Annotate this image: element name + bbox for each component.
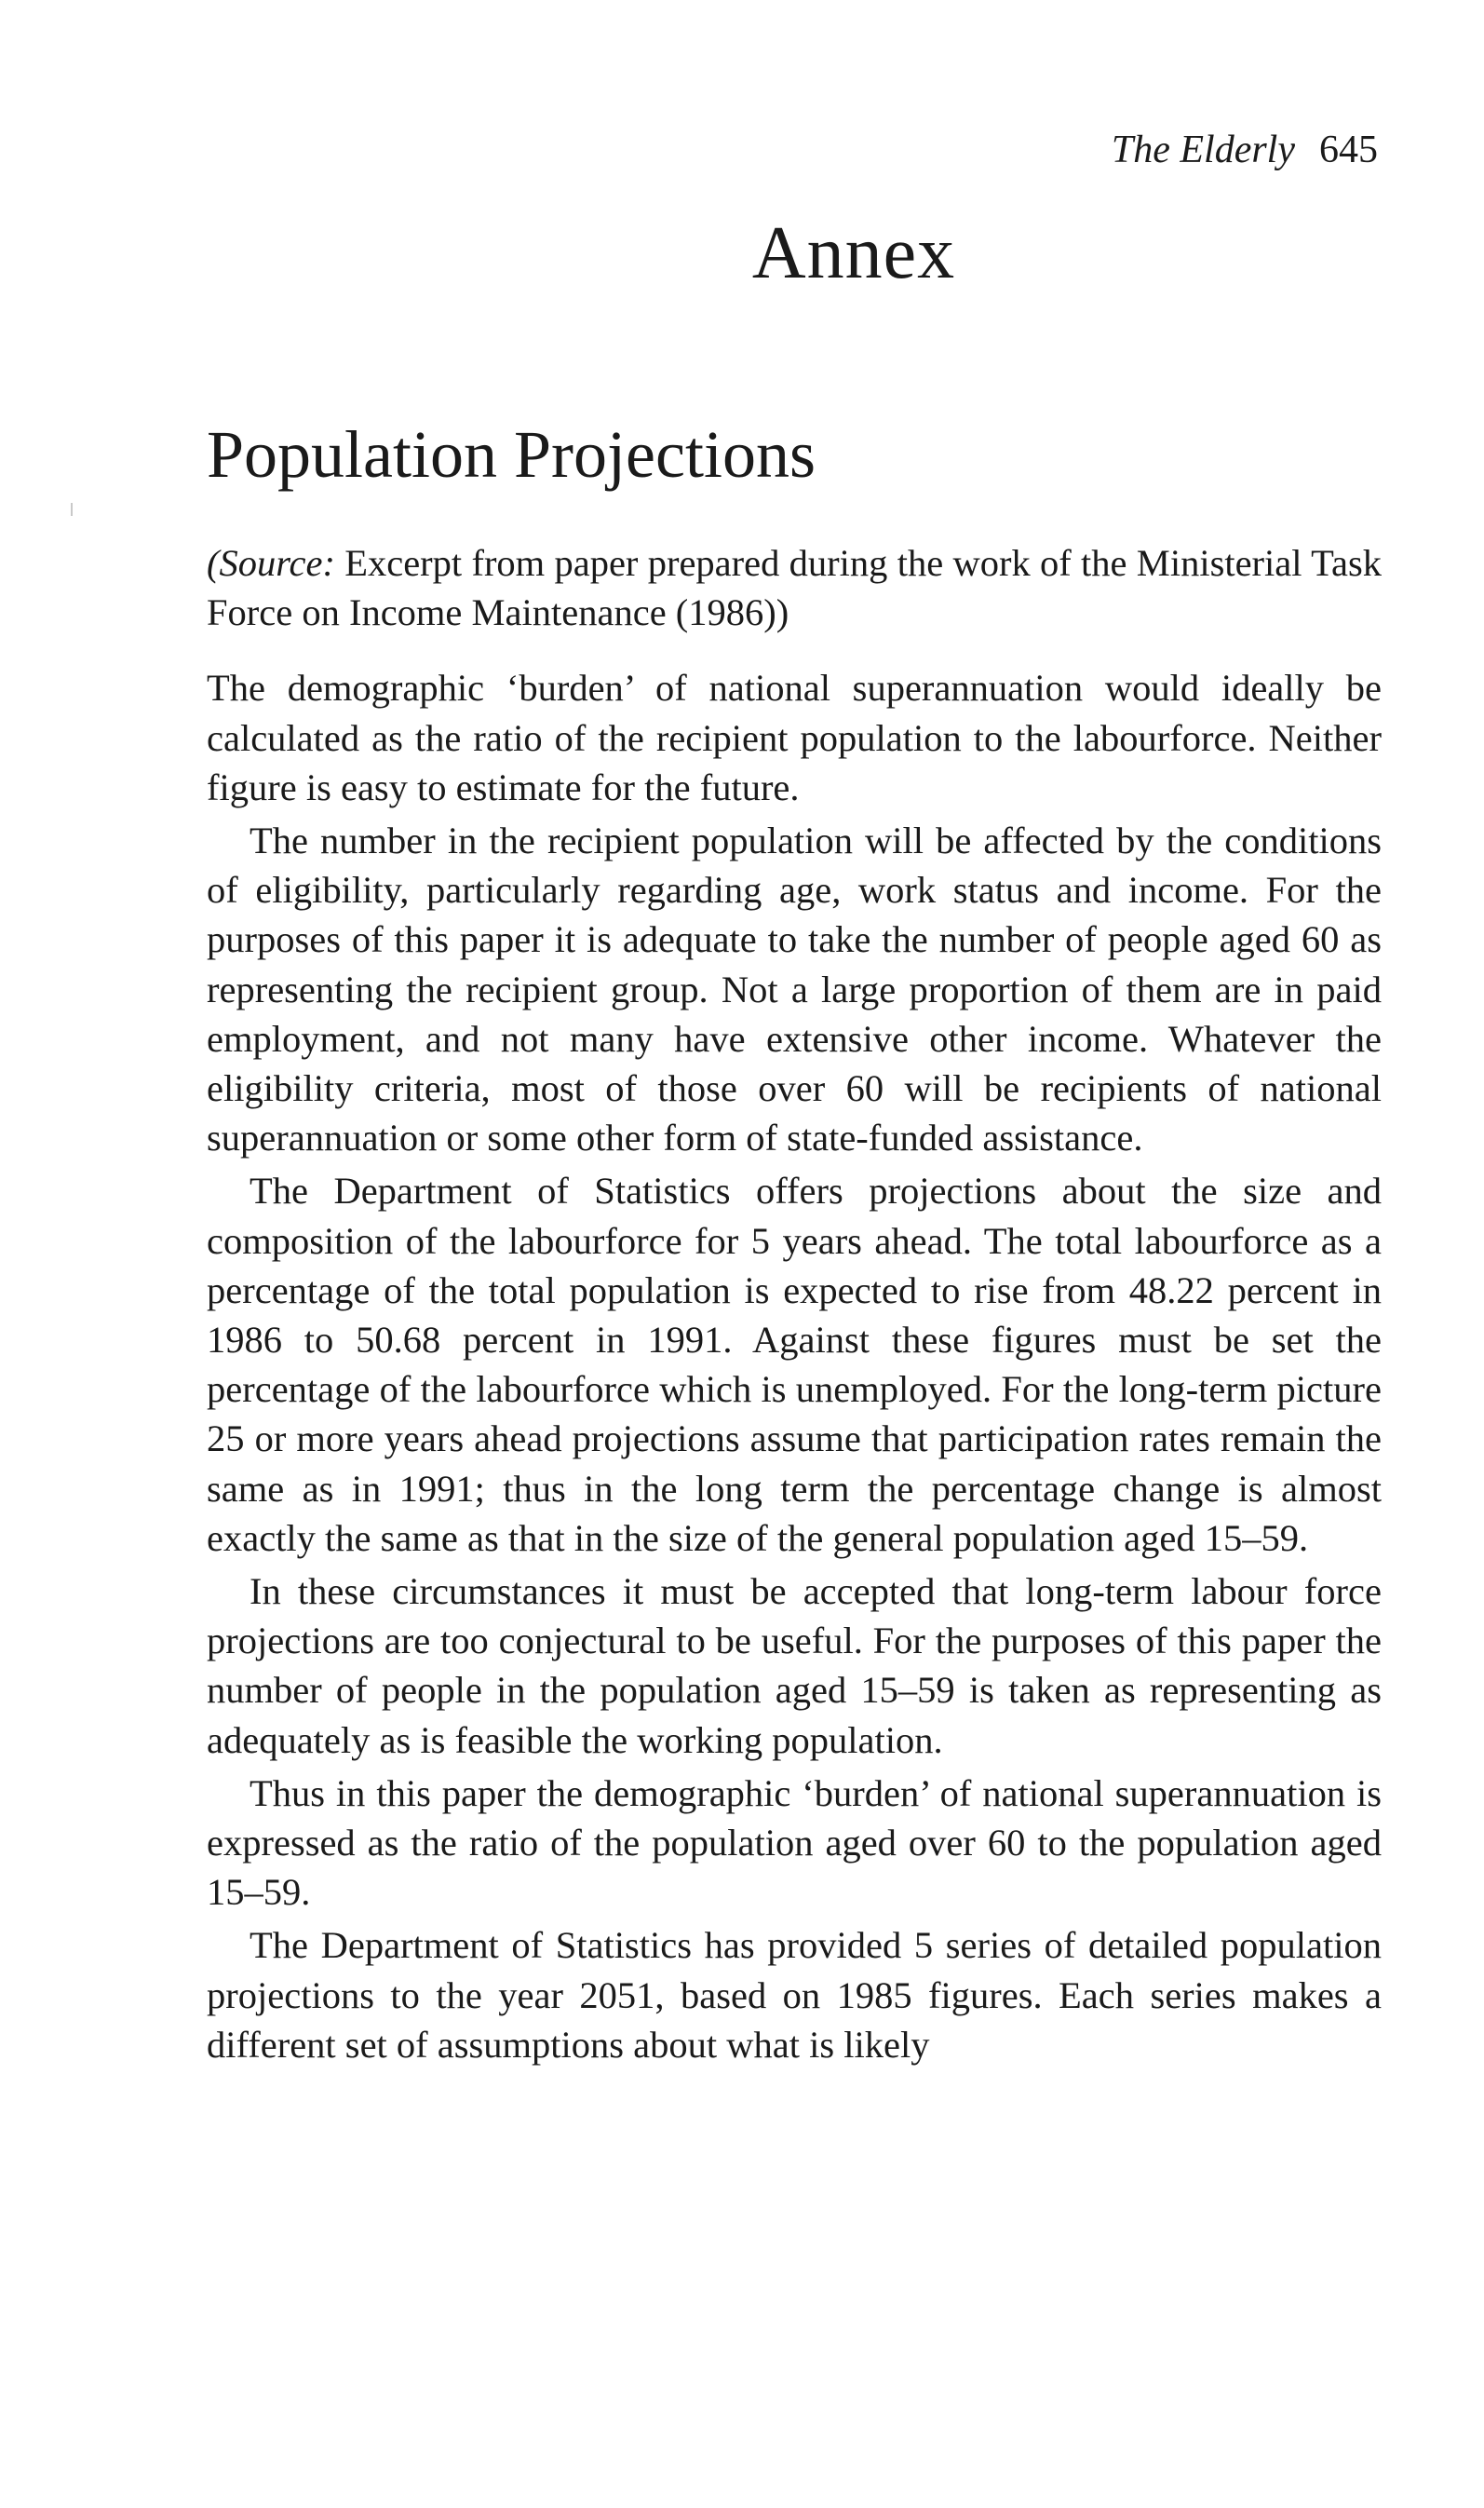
paragraph-3: The Department of Statistics offers projections about the size and composition of the labourforce for 5 years ahead. The total labourforce as a percentage of the total population is expected to rise from 48.22 percent in 1986 to 50.68 percent in 1991. Against these figures must be set the percentage of the labourforce which is unemployed. For the long-term picture 25 or more years ahead projections assume that participation rates remain the same as in 1991; thus in the long term the percentage change is almost exactly the same as that in the size of the general population aged 15–59. [207,1170,1382,1559]
paragraph-2: The number in the recipient population will be affected by the conditions of eligibility, particularly regarding age, work status and income. For the purposes of this paper it is adequate to take the number of people aged 60 as representing the recipient group. Not a large proportion of them are in paid employment, and not many have extensive other income. Whatever the eligibility criteria, most of those over 60 will be recipients of national superannuation or some other form of state-funded assistance. [207,820,1382,1159]
section-title: Population Projections [207,417,816,492]
running-head [1112,130,1378,169]
scan-artifact-mark [71,503,73,516]
source-note [207,538,1382,637]
page-number: 645 [1319,129,1378,171]
annex-heading: Annex [751,212,956,294]
body-text [207,538,1382,2069]
source-text: Excerpt from paper prepared during the work of the Ministerial Task Force on Income Maintenance (1986)) [207,542,1382,634]
paragraph-1: The demographic ‘burden’ of national superannuation would ideally be calculated as the ratio of the recipient population to the labourforce. Neither figure is easy to estimate for the future. [207,667,1382,808]
paragraph-6: The Department of Statistics has provided 5 series of detailed population projections to the year 2051, based on 1985 figures. Each series makes a different set of assumptions about what is likely [207,1924,1382,2066]
source-label: (Source: [207,542,335,584]
paragraph-4: In these circumstances it must be accepted that long-term labour force projections are too conjectural to be useful. For the purposes of this paper the number of people in the population aged 15–59 is taken as representing as adequately as is feasible the working population. [207,1570,1382,1761]
running-head-title: The Elderly [1111,129,1295,171]
paragraph-5: Thus in this paper the demographic ‘burden’ of national superannuation is expressed as the ratio of the population aged over 60 to the population aged 15–59. [207,1771,1382,1914]
